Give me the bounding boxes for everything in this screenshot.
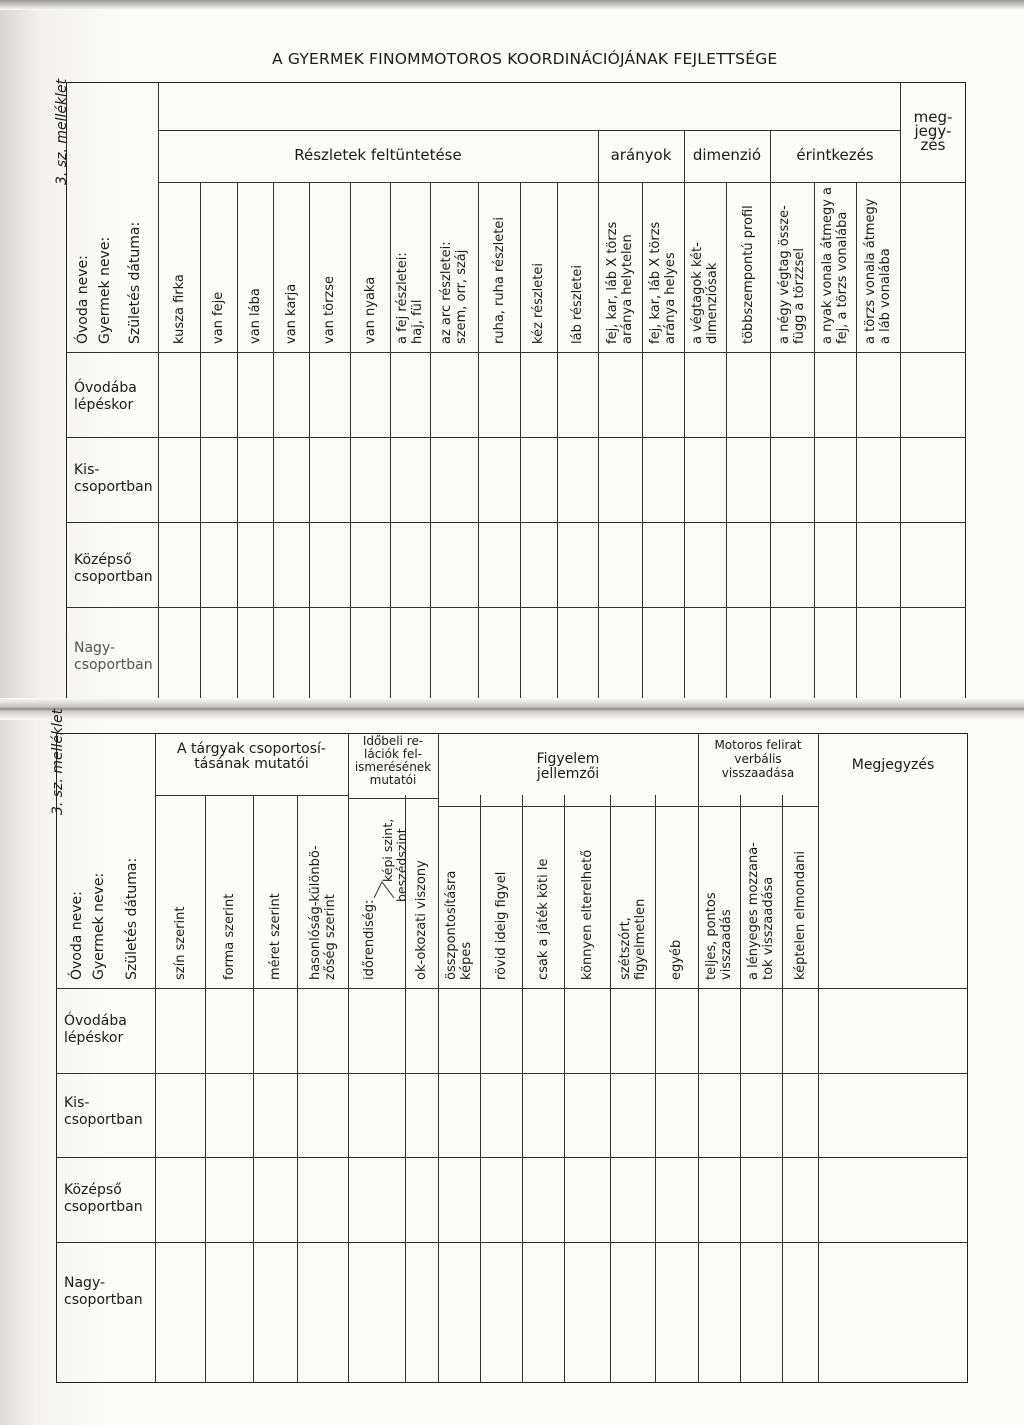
row-label-large-l1: Nagy-: [74, 640, 116, 656]
page-title: A GYERMEK FINOMMOTOROS KOORDINÁCIÓJÁNAK FEJLETTSÉGE: [272, 50, 778, 68]
column-header-line2: zőség szerint: [322, 894, 338, 980]
row-label-middle-b: [64, 1182, 143, 1216]
grid-line: [557, 182, 558, 700]
grid-line: [782, 795, 783, 1383]
column-header: láb részletei: [570, 265, 585, 344]
grid-line: [253, 795, 254, 1383]
column-header: van feje: [211, 291, 226, 344]
grid-line: [740, 795, 741, 1383]
row-label-small-b-l1: Kis-: [64, 1095, 90, 1111]
group-proportions: arányok: [610, 146, 672, 164]
grid-line: [56, 988, 968, 989]
row-label-large-group: [74, 640, 153, 674]
group-motor-l1: Motoros felirat: [714, 738, 802, 752]
group-dimension: dimenzió: [692, 146, 762, 164]
page-edge-shadow: [0, 0, 1024, 10]
grid-line: [430, 182, 431, 700]
grid-line: [655, 795, 656, 1383]
row-label-small-b-l2: csoportban: [64, 1112, 143, 1128]
grid-line: [818, 733, 819, 1383]
grid-line: [900, 82, 901, 700]
column-header: van törzse: [322, 275, 337, 344]
grid-line: [856, 182, 857, 700]
row-label-small-group: [74, 462, 153, 496]
column-header: a végtagok két-: [690, 242, 705, 344]
column-header: van karja: [283, 283, 299, 344]
row-label-middle-b-l1: Középső: [64, 1182, 122, 1198]
time-picture-level: képi szint,: [380, 818, 395, 882]
bottom-table: [56, 733, 968, 1383]
grid-line: [610, 795, 611, 1383]
grid-line: [480, 795, 481, 1383]
column-header: hasonlóság-különbö-: [307, 845, 323, 980]
grid-line: [273, 182, 274, 700]
grid-line: [66, 607, 966, 608]
group-attention-l2: jellemzői: [536, 766, 600, 782]
column-header: kusza firka: [171, 274, 187, 344]
time-speech-level: beszédszint: [394, 828, 409, 902]
column-header-line2: tok visszaadása: [761, 876, 776, 980]
grid-line: [598, 130, 599, 700]
info-child-name: Gyermek neve:: [97, 236, 113, 344]
grid-line: [66, 522, 966, 523]
column-header-line2: függ a törzzsel: [792, 248, 807, 344]
column-header: ruha, ruha részletei: [491, 217, 507, 344]
grid-line: [237, 182, 238, 700]
column-header: a fej részletei:: [395, 252, 410, 344]
column-header: képtelen elmondani: [792, 851, 808, 980]
row-label-entry-l1: Óvodába: [74, 380, 137, 396]
info-kindergarten-name: Óvoda neve:: [75, 255, 91, 344]
column-header: többszempontú profil: [740, 205, 756, 344]
row-label-large-b-l2: csoportban: [64, 1292, 143, 1308]
group-contact: érintkezés: [796, 146, 874, 164]
column-header: a nyak vonala átmegy a: [820, 187, 835, 344]
info-birth-date-b: Születés dátuma:: [124, 857, 140, 980]
column-header-line2: képes: [459, 941, 474, 980]
side-label-bottom: 3. sz. melléklet: [50, 708, 66, 815]
grid-line: [770, 130, 771, 700]
grid-line: [66, 352, 966, 353]
side-label-top: 3. sz. melléklet: [54, 78, 70, 185]
group-time-l4: mutatói: [369, 773, 417, 787]
group-note-l1: meg-: [913, 108, 953, 126]
group-motor-l3: visszaadása: [721, 766, 795, 780]
grid-line: [438, 806, 698, 807]
column-header-line2: aránya helytelen: [620, 234, 635, 344]
grid-line: [438, 733, 439, 1383]
column-header: méret szerint: [267, 893, 283, 980]
group-time-l3: ismerésének: [354, 760, 432, 774]
column-header: időrendiség:: [362, 899, 377, 980]
column-header: van nyaka: [362, 276, 378, 344]
group-attention-l1: Figyelem: [536, 751, 600, 767]
row-label-large-b-l1: Nagy-: [64, 1275, 106, 1291]
row-label-large-l2: csoportban: [74, 657, 153, 673]
grid-line: [155, 733, 156, 1383]
grid-line: [564, 795, 565, 1383]
grid-line: [522, 795, 523, 1383]
row-label-middle-l2: csoportban: [74, 569, 153, 585]
column-header: ok-okozati viszony: [414, 860, 429, 980]
row-label-small-l2: csoportban: [74, 479, 153, 495]
group-note-l2: jegy-: [914, 122, 952, 140]
grid-line: [814, 182, 815, 700]
grid-line: [698, 806, 818, 807]
grid-line: [297, 795, 298, 1383]
info-child-name-b: Gyermek neve:: [91, 872, 107, 980]
column-header: összpontosításra: [444, 870, 459, 980]
group-details: Részletek feltüntetése: [294, 146, 462, 164]
column-header-line2: szem, orr, száj: [454, 249, 469, 344]
grid-line: [66, 437, 966, 438]
row-label-entry-l2: lépéskor: [74, 397, 134, 413]
row-label-entry-b-l2: lépéskor: [64, 1030, 124, 1046]
row-label-large-b: [64, 1275, 143, 1309]
column-header: a törzs vonala átmegy: [863, 198, 878, 344]
grid-line: [390, 182, 391, 700]
grid-line: [200, 182, 201, 700]
group-motor-l2: verbális: [734, 752, 782, 766]
column-header: az arc részletei:: [439, 241, 454, 344]
column-header-line2: figyelmetlen: [632, 898, 648, 980]
grid-line: [155, 795, 348, 796]
grid-line: [350, 182, 351, 700]
grid-line: [698, 733, 699, 1383]
grid-line: [56, 1073, 968, 1074]
column-header: kéz részletei: [531, 263, 546, 344]
column-header: rövid ideig figyel: [493, 871, 509, 980]
group-note-l3: zés: [920, 136, 946, 154]
grid-line: [158, 130, 900, 131]
grid-line: [348, 733, 349, 1383]
row-label-middle-b-l2: csoportban: [64, 1199, 143, 1215]
grid-line: [158, 182, 966, 183]
grid-line: [642, 182, 643, 700]
grid-line: [56, 1157, 968, 1158]
column-header: csak a játék köti le: [535, 858, 551, 980]
column-header: fej, kar, láb X törzs: [648, 221, 663, 344]
column-header: teljes, pontos: [704, 892, 719, 980]
column-header: a lényeges mozzana-: [746, 842, 761, 980]
info-birth-date: Születés dátuma:: [127, 221, 143, 344]
group-time-l1: Időbeli re-: [362, 734, 424, 748]
row-label-middle-l1: Középső: [74, 552, 132, 568]
grid-line: [726, 182, 727, 700]
column-header-line2: dimenziósak: [705, 262, 720, 344]
row-label-entry-b-l1: Óvodába: [64, 1013, 127, 1029]
column-header: a négy végtag össze-: [777, 205, 792, 344]
column-header: van lába: [247, 288, 263, 344]
grid-line: [520, 182, 521, 700]
column-header: forma szerint: [221, 893, 237, 980]
row-label-entry: [74, 380, 137, 414]
grid-line: [158, 82, 159, 700]
row-label-small-l1: Kis-: [74, 462, 100, 478]
grid-line: [478, 182, 479, 700]
group-note: Megjegyzés: [851, 757, 935, 773]
branch-mark: [372, 880, 396, 900]
column-header-line2: visszaadás: [719, 909, 734, 980]
column-header: egyéb: [669, 939, 684, 980]
group-time-l2: lációk fel-: [364, 747, 422, 761]
row-label-small-b: [64, 1095, 143, 1129]
column-header-line2: aránya helyes: [663, 252, 678, 344]
column-header: könnyen elterelhető: [579, 849, 595, 980]
group-grouping-l2: tásának mutatói: [194, 756, 309, 772]
info-kindergarten-name-b: Óvoda neve:: [69, 891, 85, 980]
row-label-entry-b: [64, 1013, 127, 1047]
grid-line: [205, 795, 206, 1383]
grid-line: [348, 798, 438, 799]
column-header-line2: fej, a törzs vonalába: [835, 211, 850, 344]
column-header: szín szerint: [172, 906, 188, 980]
grid-line: [684, 130, 685, 700]
column-header-line2: haj, fül: [410, 299, 425, 344]
grid-line: [56, 1242, 968, 1243]
column-header: szétszórt,: [617, 917, 633, 980]
column-header: fej, kar, láb X törzs: [605, 221, 620, 344]
column-header-line2: a láb vonalába: [878, 248, 893, 344]
row-label-middle-group: [74, 552, 153, 586]
book-fold: [0, 698, 1024, 720]
grid-line: [309, 182, 310, 700]
group-grouping-l1: A tárgyak csoportosí-: [177, 741, 326, 757]
